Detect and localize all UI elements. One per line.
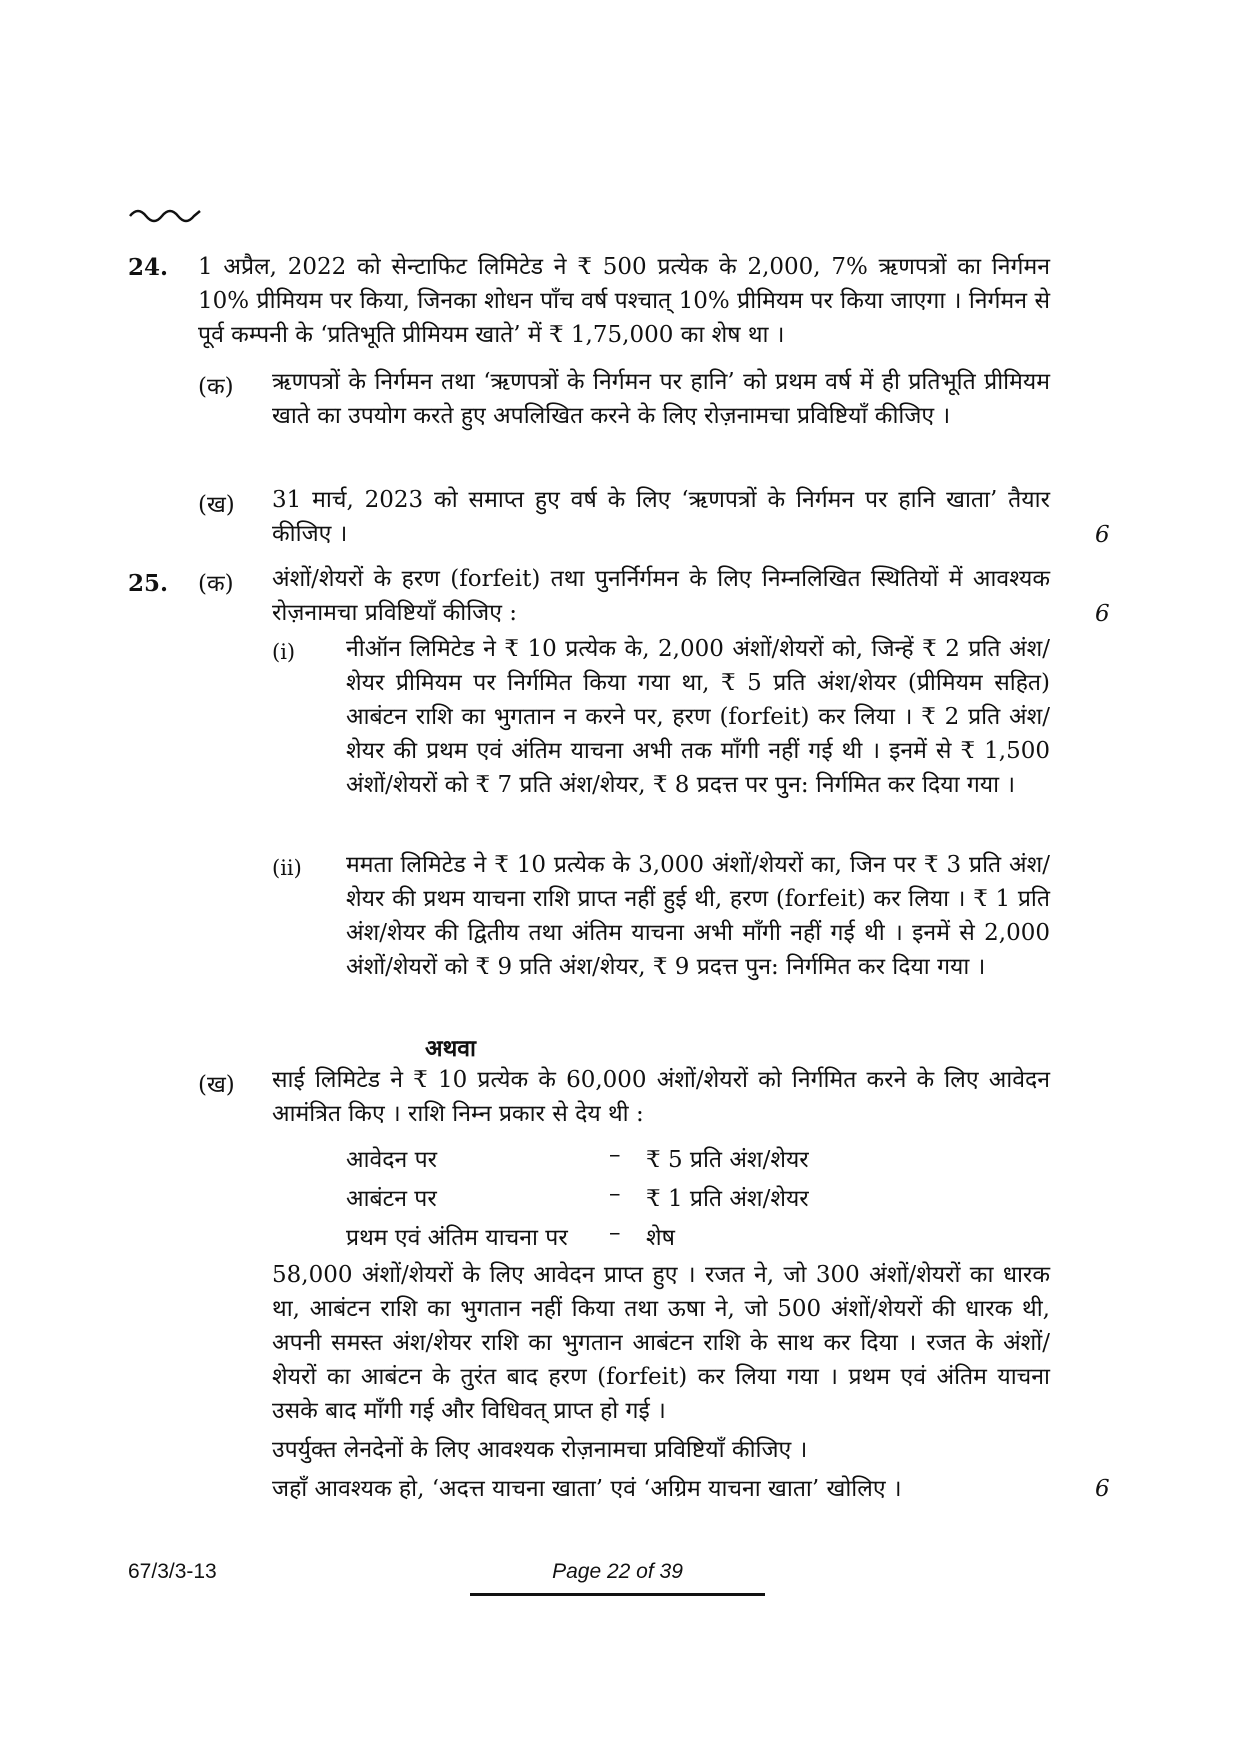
payment-stage: प्रथम एवं अंतिम याचना पर: [346, 1225, 568, 1251]
question-25-part-b-marks: 6: [1095, 1476, 1110, 1502]
question-24-part-b-label: (ख): [198, 492, 235, 518]
page-number: Page 22 of 39: [552, 1560, 683, 1583]
payment-dash: –: [609, 1220, 621, 1246]
question-25-number: 25.: [128, 570, 169, 597]
question-25-part-b-paragraph: 58,000 अंशों/शेयरों के लिए आवेदन प्राप्त हुए । रजत ने, जो 300 अंशों/शेयरों का धारक था, आबंटन राशि का भुगतान नहीं किया तथा ऊषा ने, जो 500 अंशों/शेयरों की धारक थी, अपनी समस्त अंश/शेयर राशि का भुगतान आबंटन राशि के साथ कर दिया । रजत के अंशों/शेयरों का आबंटन के तुरंत बाद हरण (forfeit) कर लिया गया । प्रथम एवं अंतिम याचना उसके बाद माँगी गई और विधिवत् प्राप्त हो गई ।: [272, 1262, 1050, 1424]
question-25-part-b-instruction: उपर्युक्त लेनदेनों के लिए आवश्यक रोज़नामचा प्रविष्टियाँ कीजिए ।: [272, 1437, 808, 1463]
payment-stage: आवेदन पर: [346, 1147, 438, 1173]
paper-code: 67/3/3-13: [128, 1560, 217, 1583]
question-25-sub-i-label: (i): [272, 640, 296, 664]
payment-amount: ₹ 1 प्रति अंश/शेयर: [646, 1186, 809, 1212]
question-25-part-b-note: जहाँ आवश्यक हो, ‘अदत्त याचना खाता’ एवं ‘अग्रिम याचना खाता’ खोलिए ।: [272, 1476, 902, 1502]
payment-stage: आबंटन पर: [346, 1186, 437, 1212]
question-24-part-a-text: ऋणपत्रों के निर्गमन तथा ‘ऋणपत्रों के निर्गमन पर हानि’ को प्रथम वर्ष में ही प्रतिभूति प्रीमियम खाते का उपयोग करते हुए अपलिखित करने के लिए रोज़नामचा प्रविष्टियाँ कीजिए ।: [272, 369, 1050, 429]
payment-dash: –: [609, 1181, 621, 1207]
wave-ornament-icon: [128, 204, 204, 224]
question-25-sub-ii-text: ममता लिमिटेड ने ₹ 10 प्रत्येक के 3,000 अंशों/शेयरों का, जिन पर ₹ 3 प्रति अंश/शेयर की प्रथम याचना राशि प्राप्त नहीं हुई थी, हरण (forfeit) कर लिया । ₹ 1 प्रति अंश/शेयर की द्वितीय तथा अंतिम याचना अभी माँगी नहीं गई थी । इनमें से 2,000 अंशों/शेयरों को ₹ 9 प्रति अंश/शेयर, ₹ 9 प्रदत्त पुन: निर्गमित कर दिया गया ।: [346, 852, 1050, 980]
question-24-text: 1 अप्रैल, 2022 को सेन्टाफिट लिमिटेड ने ₹ 500 प्रत्येक के 2,000, 7% ऋणपत्रों का निर्गमन 10% प्रीमियम पर किया, जिनका शोधन पाँच वर्ष पश्चात् 10% प्रीमियम पर किया जाएगा । निर्गमन से पूर्व कम्पनी के ‘प्रतिभूति प्रीमियम खाते’ में ₹ 1,75,000 का शेष था ।: [198, 254, 1050, 348]
payment-amount: ₹ 5 प्रति अंश/शेयर: [646, 1147, 809, 1173]
question-25-part-b-label: (ख): [198, 1072, 235, 1098]
question-25-part-b-text: साई लिमिटेड ने ₹ 10 प्रत्येक के 60,000 अंशों/शेयरों को निर्गमित करने के लिए आवेदन आमंत्रित किए । राशि निम्न प्रकार से देय थी :: [272, 1067, 1050, 1127]
question-24-part-b-text: 31 मार्च, 2023 को समाप्त हुए वर्ष के लिए ‘ऋणपत्रों के निर्गमन पर हानि खाता’ तैयार कीजिए ।: [272, 487, 1050, 547]
question-25-part-a-marks: 6: [1095, 601, 1110, 627]
question-24-number: 24.: [128, 254, 169, 281]
or-divider: अथवा: [425, 1035, 477, 1062]
footer-underline: [470, 1593, 765, 1596]
question-24-marks: 6: [1095, 522, 1110, 548]
question-25-sub-i-text: नीऑन लिमिटेड ने ₹ 10 प्रत्येक के, 2,000 अंशों/शेयरों को, जिन्हें ₹ 2 प्रति अंश/शेयर प्रीमियम पर निर्गमित किया गया था, ₹ 5 प्रति अंश/शेयर (प्रीमियम सहित) आबंटन राशि का भुगतान न करने पर, हरण (forfeit) कर लिया । ₹ 2 प्रति अंश/शेयर की प्रथम एवं अंतिम याचना अभी तक माँगी नहीं गई थी । इनमें से ₹ 1,500 अंशों/शेयरों को ₹ 7 प्रति अंश/शेयर, ₹ 8 प्रदत्त पर पुन: निर्गमित कर दिया गया ।: [346, 636, 1050, 798]
question-25-part-a-text: अंशों/शेयरों के हरण (forfeit) तथा पुनर्निर्गमन के लिए निम्नलिखित स्थितियों में आवश्यक रोज़नामचा प्रविष्टियाँ कीजिए :: [272, 566, 1050, 626]
question-24-part-a-label: (क): [198, 374, 234, 400]
question-25-part-a-label: (क): [198, 571, 234, 597]
question-25-sub-ii-label: (ii): [272, 856, 302, 880]
payment-amount: शेष: [646, 1225, 675, 1251]
payment-dash: –: [609, 1142, 621, 1168]
